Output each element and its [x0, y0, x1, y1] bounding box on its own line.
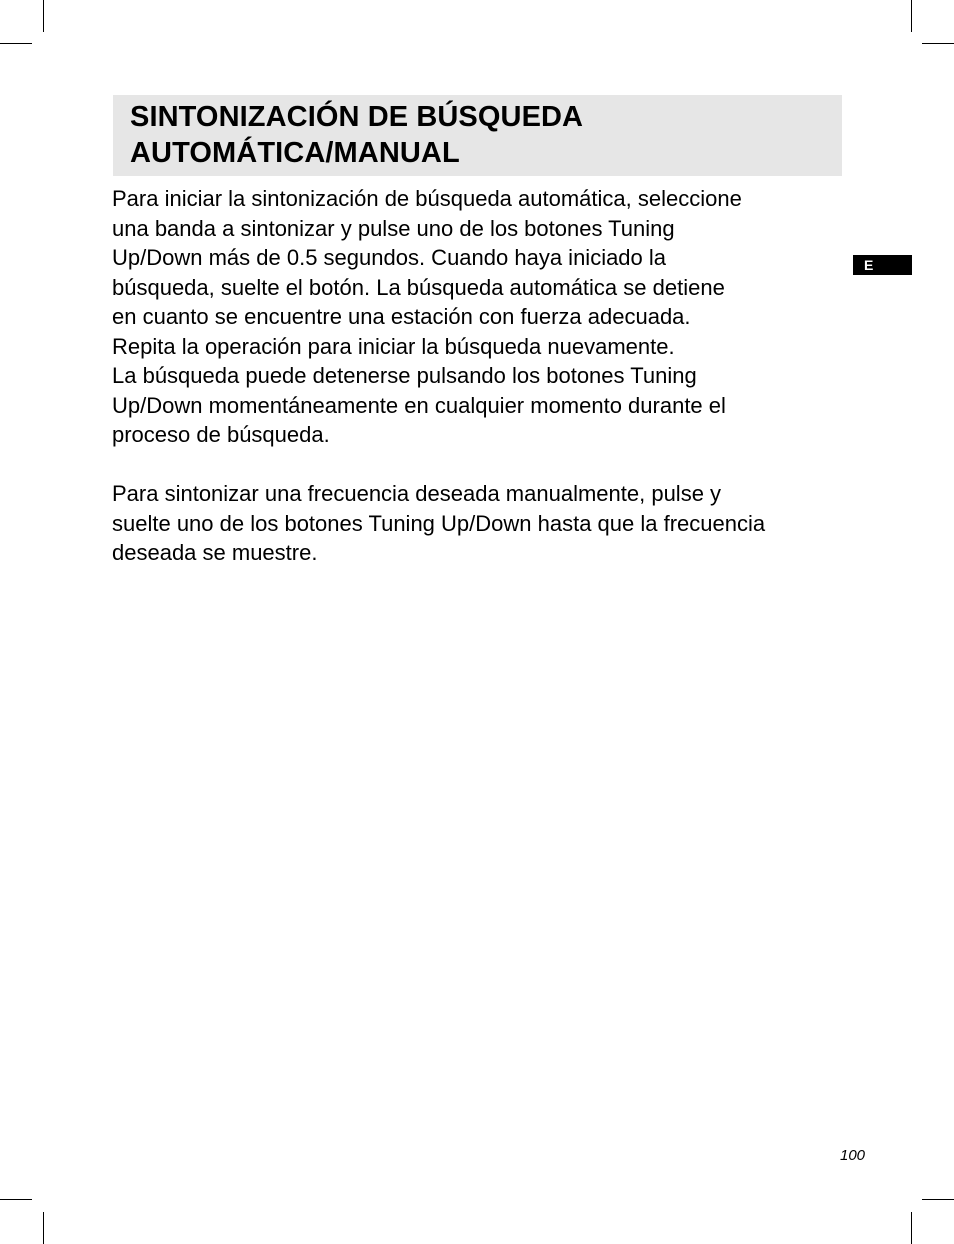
crop-mark-top-left-horizontal — [0, 43, 32, 44]
crop-mark-bottom-right-horizontal — [922, 1199, 954, 1200]
body-text — [112, 184, 852, 568]
crop-mark-bottom-right-vertical — [911, 1212, 912, 1244]
section-title-line-2: AUTOMÁTICA/MANUAL — [130, 137, 460, 169]
crop-mark-bottom-left-vertical — [43, 1212, 44, 1244]
section-title-box — [113, 95, 842, 176]
section-title — [130, 99, 830, 171]
crop-mark-bottom-left-horizontal — [0, 1199, 32, 1200]
paragraph-auto-seek: Para iniciar la sintonización de búsqueda automática, seleccione una banda a sintonizar y pulse uno de los botones Tuning Up/Down más de 0.5 segundos. Cuando haya iniciado la búsqueda, suelte el botón. La búsqueda automática se detiene en cuanto se encuentre una estación con fuerza adecuada. Repita la operación para iniciar la búsqueda nuevamente. La búsqueda puede detenerse pulsando los botones Tuning Up/Down momentáneamente en cualquier momento durante el proceso de búsqueda. — [112, 186, 742, 447]
section-title-line-1: SINTONIZACIÓN DE BÚSQUEDA — [130, 101, 584, 133]
page-number: 100 — [840, 1147, 866, 1164]
crop-mark-top-right-horizontal — [922, 43, 954, 44]
paragraph-manual-tuning: Para sintonizar una frecuencia deseada manualmente, pulse y suelte uno de los botones Tuning Up/Down hasta que la frecuencia deseada se muestre. — [112, 481, 766, 565]
crop-mark-top-left-vertical — [43, 0, 44, 32]
language-tab: E — [853, 255, 912, 275]
crop-mark-top-right-vertical — [911, 0, 912, 32]
